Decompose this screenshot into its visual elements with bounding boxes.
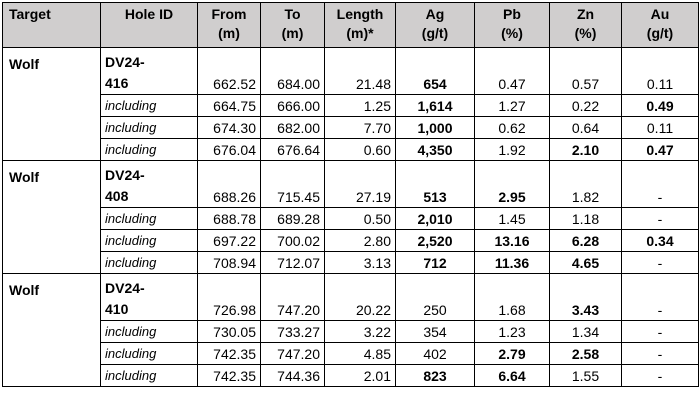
header-au — [622, 3, 699, 48]
length-cell: 4.85 — [325, 343, 396, 365]
zn-cell: 2.58 — [550, 343, 622, 365]
header-pb — [475, 3, 550, 48]
length-cell: 21.48 — [325, 48, 396, 95]
header-unit: (%) — [501, 25, 523, 41]
pb-cell: 2.79 — [475, 343, 550, 365]
header-unit: (m) — [281, 25, 304, 41]
ag-cell: 354 — [396, 321, 475, 343]
au-cell: - — [622, 161, 699, 208]
zn-cell: 1.82 — [550, 161, 622, 208]
header-length — [325, 3, 396, 48]
ag-cell: 402 — [396, 343, 475, 365]
from-cell: 664.75 — [198, 95, 261, 117]
header-unit: (g/t) — [646, 25, 674, 41]
table-row — [3, 230, 699, 252]
including-label: including — [101, 208, 198, 230]
from-cell: 688.78 — [198, 208, 261, 230]
ag-cell: 654 — [396, 48, 475, 95]
from-cell: 742.35 — [198, 365, 261, 387]
hole-id-cell: DV24- 416 — [101, 48, 198, 95]
to-cell: 733.27 — [261, 321, 325, 343]
length-cell: 7.70 — [325, 117, 396, 139]
au-cell: - — [622, 252, 699, 274]
assay-results-table-container — [2, 2, 699, 387]
pb-cell: 1.92 — [475, 139, 550, 161]
header-ag — [396, 3, 475, 48]
table-row — [3, 48, 699, 95]
including-label: including — [101, 252, 198, 274]
to-cell: 689.28 — [261, 208, 325, 230]
pb-cell: 1.68 — [475, 274, 550, 321]
au-cell: - — [622, 343, 699, 365]
table-row — [3, 365, 699, 387]
header-unit: (m) — [218, 25, 240, 41]
header-unit: (g/t) — [421, 25, 449, 41]
table-row — [3, 343, 699, 365]
ag-cell: 250 — [396, 274, 475, 321]
to-cell: 744.36 — [261, 365, 325, 387]
pb-cell: 2.95 — [475, 161, 550, 208]
header-hole-id — [101, 3, 198, 48]
to-cell: 712.07 — [261, 252, 325, 274]
table-row — [3, 161, 699, 208]
pb-cell: 13.16 — [475, 230, 550, 252]
table-row — [3, 95, 699, 117]
header-label: Length — [336, 6, 384, 22]
au-cell: 0.11 — [622, 48, 699, 95]
including-label: including — [101, 95, 198, 117]
zn-cell: 0.64 — [550, 117, 622, 139]
pb-cell: 11.36 — [475, 252, 550, 274]
ag-cell: 2,520 — [396, 230, 475, 252]
to-cell: 747.20 — [261, 274, 325, 321]
zn-cell: 0.22 — [550, 95, 622, 117]
au-cell: 0.11 — [622, 117, 699, 139]
including-label: including — [101, 343, 198, 365]
zn-cell: 2.10 — [550, 139, 622, 161]
including-label: including — [101, 230, 198, 252]
length-cell: 27.19 — [325, 161, 396, 208]
hole-id-cell: DV24- 410 — [101, 274, 198, 321]
from-cell: 674.30 — [198, 117, 261, 139]
length-cell: 0.60 — [325, 139, 396, 161]
pb-cell: 6.64 — [475, 365, 550, 387]
au-cell: 0.49 — [622, 95, 699, 117]
zn-cell: 3.43 — [550, 274, 622, 321]
au-cell: - — [622, 274, 699, 321]
from-cell: 742.35 — [198, 343, 261, 365]
zn-cell: 1.34 — [550, 321, 622, 343]
zn-cell: 4.65 — [550, 252, 622, 274]
including-label: including — [101, 321, 198, 343]
table-row — [3, 274, 699, 321]
to-cell: 747.20 — [261, 343, 325, 365]
header-label: Zn — [576, 6, 595, 22]
zn-cell: 1.18 — [550, 208, 622, 230]
to-cell: 684.00 — [261, 48, 325, 95]
to-cell: 700.02 — [261, 230, 325, 252]
au-cell: - — [622, 365, 699, 387]
target-cell: Wolf — [3, 48, 101, 161]
au-cell: - — [622, 321, 699, 343]
header-label: To — [284, 6, 301, 22]
au-cell: 0.34 — [622, 230, 699, 252]
zn-cell: 0.57 — [550, 48, 622, 95]
table-row — [3, 117, 699, 139]
hole-id-cell: DV24- 408 — [101, 161, 198, 208]
length-cell: 3.13 — [325, 252, 396, 274]
ag-cell: 2,010 — [396, 208, 475, 230]
header-label: Target — [9, 6, 51, 22]
from-cell: 726.98 — [198, 274, 261, 321]
from-cell: 688.26 — [198, 161, 261, 208]
header-label: Hole ID — [124, 6, 174, 22]
header-label: From — [211, 6, 247, 22]
from-cell: 676.04 — [198, 139, 261, 161]
including-label: including — [101, 365, 198, 387]
pb-cell: 1.45 — [475, 208, 550, 230]
ag-cell: 1,614 — [396, 95, 475, 117]
table-row — [3, 252, 699, 274]
header-from — [198, 3, 261, 48]
table-row — [3, 321, 699, 343]
including-label: including — [101, 139, 198, 161]
to-cell: 715.45 — [261, 161, 325, 208]
target-cell: Wolf — [3, 274, 101, 387]
length-cell: 0.50 — [325, 208, 396, 230]
header-label: Ag — [425, 6, 445, 22]
header-unit: (m)* — [346, 25, 374, 41]
pb-cell: 1.27 — [475, 95, 550, 117]
length-cell: 2.80 — [325, 230, 396, 252]
length-cell: 1.25 — [325, 95, 396, 117]
header-to — [261, 3, 325, 48]
ag-cell: 823 — [396, 365, 475, 387]
header-label: Au — [650, 6, 670, 22]
pb-cell: 0.47 — [475, 48, 550, 95]
header-unit: (%) — [574, 25, 597, 41]
zn-cell: 6.28 — [550, 230, 622, 252]
ag-cell: 712 — [396, 252, 475, 274]
to-cell: 682.00 — [261, 117, 325, 139]
target-cell: Wolf — [3, 161, 101, 274]
zn-cell: 1.55 — [550, 365, 622, 387]
pb-cell: 1.23 — [475, 321, 550, 343]
length-cell: 2.01 — [325, 365, 396, 387]
au-cell: - — [622, 208, 699, 230]
from-cell: 662.52 — [198, 48, 261, 95]
from-cell: 708.94 — [198, 252, 261, 274]
au-cell: 0.47 — [622, 139, 699, 161]
to-cell: 666.00 — [261, 95, 325, 117]
ag-cell: 1,000 — [396, 117, 475, 139]
assay-results-table — [2, 2, 699, 387]
including-label: including — [101, 117, 198, 139]
from-cell: 730.05 — [198, 321, 261, 343]
pb-cell: 0.62 — [475, 117, 550, 139]
length-cell: 20.22 — [325, 274, 396, 321]
table-row — [3, 208, 699, 230]
header-label: Pb — [503, 6, 521, 22]
header-target — [3, 3, 101, 48]
to-cell: 676.64 — [261, 139, 325, 161]
ag-cell: 4,350 — [396, 139, 475, 161]
ag-cell: 513 — [396, 161, 475, 208]
header-zn — [550, 3, 622, 48]
header-row — [3, 3, 699, 48]
length-cell: 3.22 — [325, 321, 396, 343]
table-row — [3, 139, 699, 161]
from-cell: 697.22 — [198, 230, 261, 252]
